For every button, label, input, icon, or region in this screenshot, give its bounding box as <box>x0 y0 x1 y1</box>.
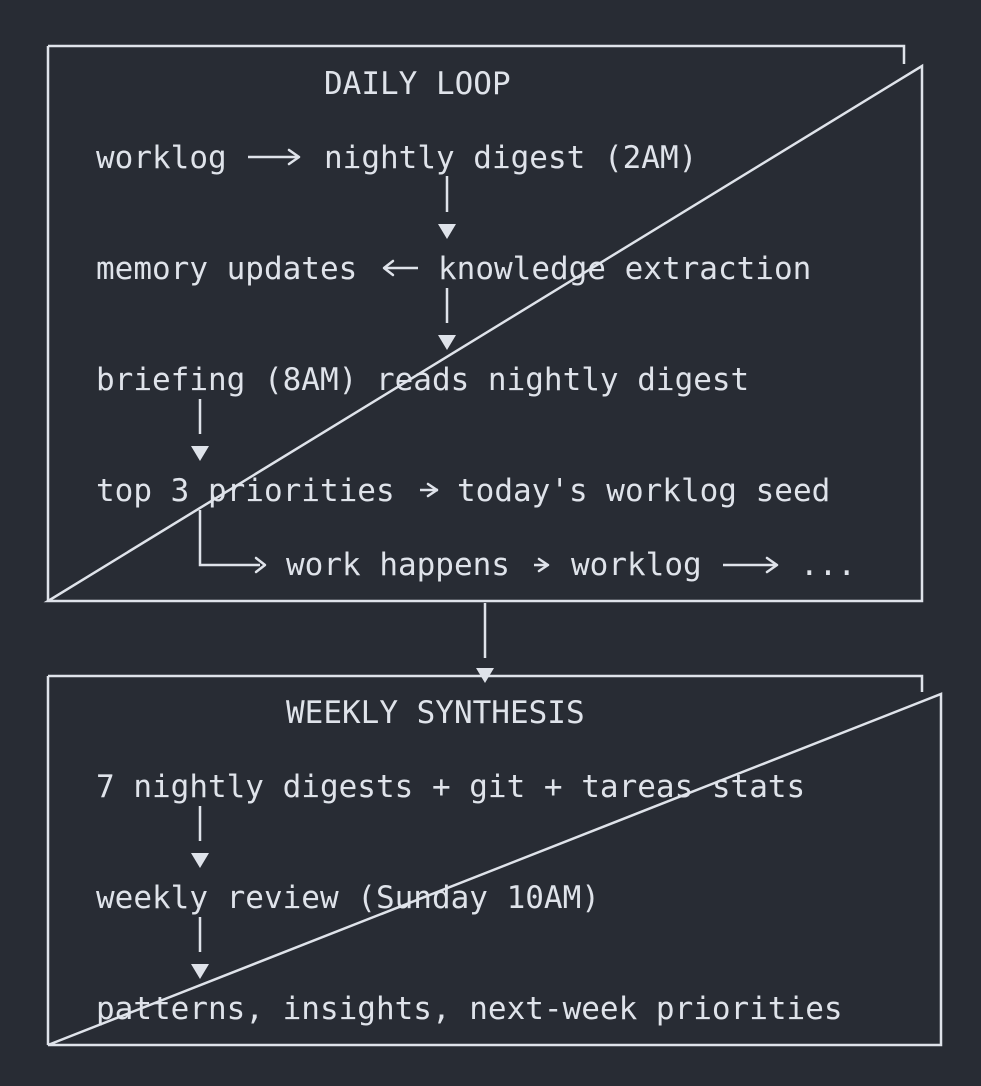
daily-loop-title: DAILY LOOP <box>324 66 511 102</box>
node-ellipsis: ... <box>800 547 856 583</box>
arrowhead-inputs <box>191 853 209 868</box>
arrowhead-extraction <box>438 335 456 350</box>
node-todays-seed: today's worklog seed <box>457 473 831 509</box>
weekly-synthesis-title: WEEKLY SYNTHESIS <box>286 695 585 731</box>
node-worklog-again: worklog <box>571 547 702 583</box>
elbow-priorities-to-work <box>200 510 260 565</box>
node-work-happens: work happens <box>286 547 510 583</box>
arrowhead-digest <box>438 224 456 239</box>
weekly-synthesis-box <box>48 676 941 1045</box>
node-weekly-outputs: patterns, insights, next-week priorities <box>96 991 843 1027</box>
node-weekly-inputs: 7 nightly digests + git + tareas stats <box>96 769 806 805</box>
daily-loop-box <box>48 46 922 601</box>
node-worklog: worklog <box>96 140 227 176</box>
node-weekly-review: weekly review (Sunday 10AM) <box>96 880 600 916</box>
node-briefing: briefing (8AM) reads nightly digest <box>96 362 750 398</box>
arrowhead-briefing <box>191 446 209 461</box>
node-nightly-digest: nightly digest (2AM) <box>324 140 698 176</box>
node-knowledge-extraction: knowledge extraction <box>438 251 812 287</box>
arrowhead-review <box>191 964 209 979</box>
node-memory-updates: memory updates <box>96 251 358 287</box>
node-top-priorities: top 3 priorities <box>96 473 395 509</box>
